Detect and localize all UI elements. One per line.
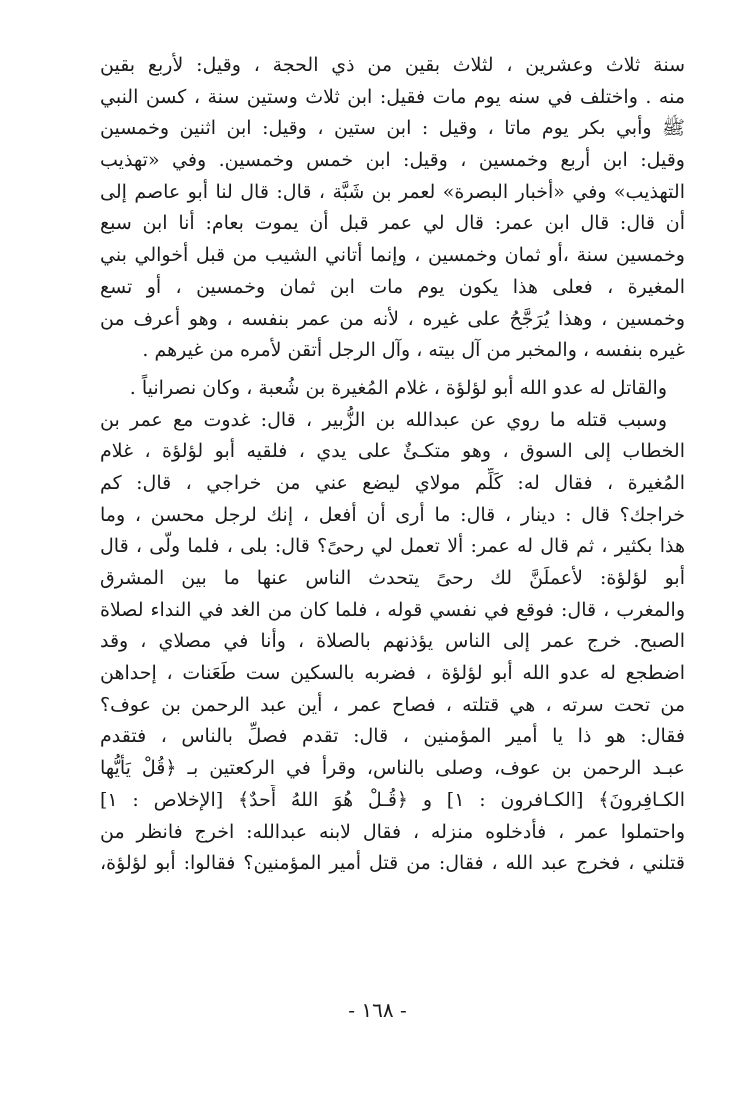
text-line: فقال: هو ذا يا أمير المؤمنين ، قال: تقدم فصلِّ بالناس ، فتقدم bbox=[100, 725, 685, 748]
text-line: التهذيب» وفي «أخبار البصرة» لعمر بن شَبَّة ، قال: قال لنا أبو عاصم إلى bbox=[100, 180, 685, 203]
text-line: الصبح. خرج عمر إلى الناس يؤذنهم بالصلاة ، وأنا في مصلاي ، وقد bbox=[100, 630, 685, 653]
text-line: وخمسين ، وهذا يُرَجَّحُ على غيره ، لأنه من عمر بنفسه ، وهو أعرف من bbox=[100, 307, 685, 330]
paragraph-1 bbox=[100, 50, 685, 367]
text-line: ﷺ وأبي بكر يوم ماتا ، وقيل : ابن ستين ، وقيل: ابن اثنين وخمسين bbox=[100, 117, 685, 140]
text-line: والقاتل له عدو الله أبو لؤلؤة ، غلام المُغيرة بن شُعبة ، وكان نصرانياً . bbox=[129, 376, 667, 399]
text-line: والمغرب ، قال: فوقع في نفسي قوله ، فلما كان من الغد في النداء لصلاة bbox=[100, 598, 685, 621]
text-line: قتلني ، فخرج عبد الله ، فقال: من قتل أمير المؤمنين؟ فقالوا: أبو لؤلؤة، bbox=[100, 852, 685, 875]
text-line: اضطجع له عدو الله أبو لؤلؤة ، فضربه بالسكين ست طَعَنات ، إحداهن bbox=[100, 662, 685, 685]
text-line: عبـد الرحمن بن عوف، وصلى بالناس، وقرأ في الركعتين بـ ﴿قُلْ يَأَيُّها bbox=[100, 757, 685, 780]
page-number: - ١٦٨ - bbox=[348, 998, 407, 1022]
book-page-text bbox=[100, 50, 685, 880]
text-line: الكـافِرونَ﴾ [الكـافرون : ١] و ﴿قُـلْ هُوَ اللهُ أَحدٌ﴾ [الإخلاص : ١] bbox=[100, 788, 685, 811]
text-line: خراجك؟ قال : دينار ، قال: ما أرى أن أفعل ، إنك لرجل محسن ، وما bbox=[100, 503, 685, 526]
text-line: وقيل: ابن أربع وخمسين ، وقيل: ابن خمس وخمسين. وفي «تهذيب bbox=[100, 149, 685, 172]
text-line: أن قال: قال ابن عمر: قال لي عمر قبل أن يموت بعام: أنا ابن سبع bbox=[100, 212, 685, 235]
text-line: وسبب قتله ما روي عن عبدالله بن الزُّبير ، قال: غدوت مع عمر بن bbox=[100, 408, 668, 431]
text-line: غيره بنفسه ، والمخبر من آل بيته ، وآل الرجل أتقن لأمره من غيرهم . bbox=[142, 339, 685, 362]
text-line: المغيرة ، فعلى هذا يكون يوم مات ابن ثمان وخمسين ، أو تسع bbox=[100, 275, 685, 298]
text-line: واحتملوا عمر ، فأدخلوه منزله ، فقال لابنه عبدالله: اخرج فانظر من bbox=[100, 820, 685, 843]
text-line: أبو لؤلؤة: لأعملَنَّ لك رحىً يتحدث الناس عنها ما بين المشرق bbox=[100, 567, 685, 589]
paragraph-2 bbox=[100, 373, 685, 405]
text-line: المُغيرة ، فقال له: كَلِّم مولاي ليضع عني من خراجي ، قال: كم bbox=[100, 471, 685, 494]
text-line: وخمسين سنة ،أو ثمان وخمسين ، وإنما أتاني الشيب من قبل أخوالي بني bbox=[100, 244, 685, 267]
text-line: سنة ثلاث وعشرين ، لثلاث بقين من ذي الحجة ، وقيل: لأربع بقين bbox=[100, 54, 685, 76]
text-line: هذا بكثير ، ثم قال له عمر: ألا تعمل لي رحىً؟ قال: بلى ، فلما ولّى ، قال bbox=[100, 535, 685, 558]
text-line: الخطاب إلى السوق ، وهو متكـئٌ على يدي ، فلقيه أبو لؤلؤة ، غلام bbox=[100, 440, 685, 463]
text-line: منه . واختلف في سنه يوم مات فقيل: ابن ثلاث وستين سنة ، كسن النبي bbox=[100, 85, 685, 108]
text-line: من تحت سرته ، هي قتلته ، فصاح عمر ، أين عبد الرحمن بن عوف؟ bbox=[100, 693, 685, 716]
paragraph-3 bbox=[100, 405, 685, 880]
